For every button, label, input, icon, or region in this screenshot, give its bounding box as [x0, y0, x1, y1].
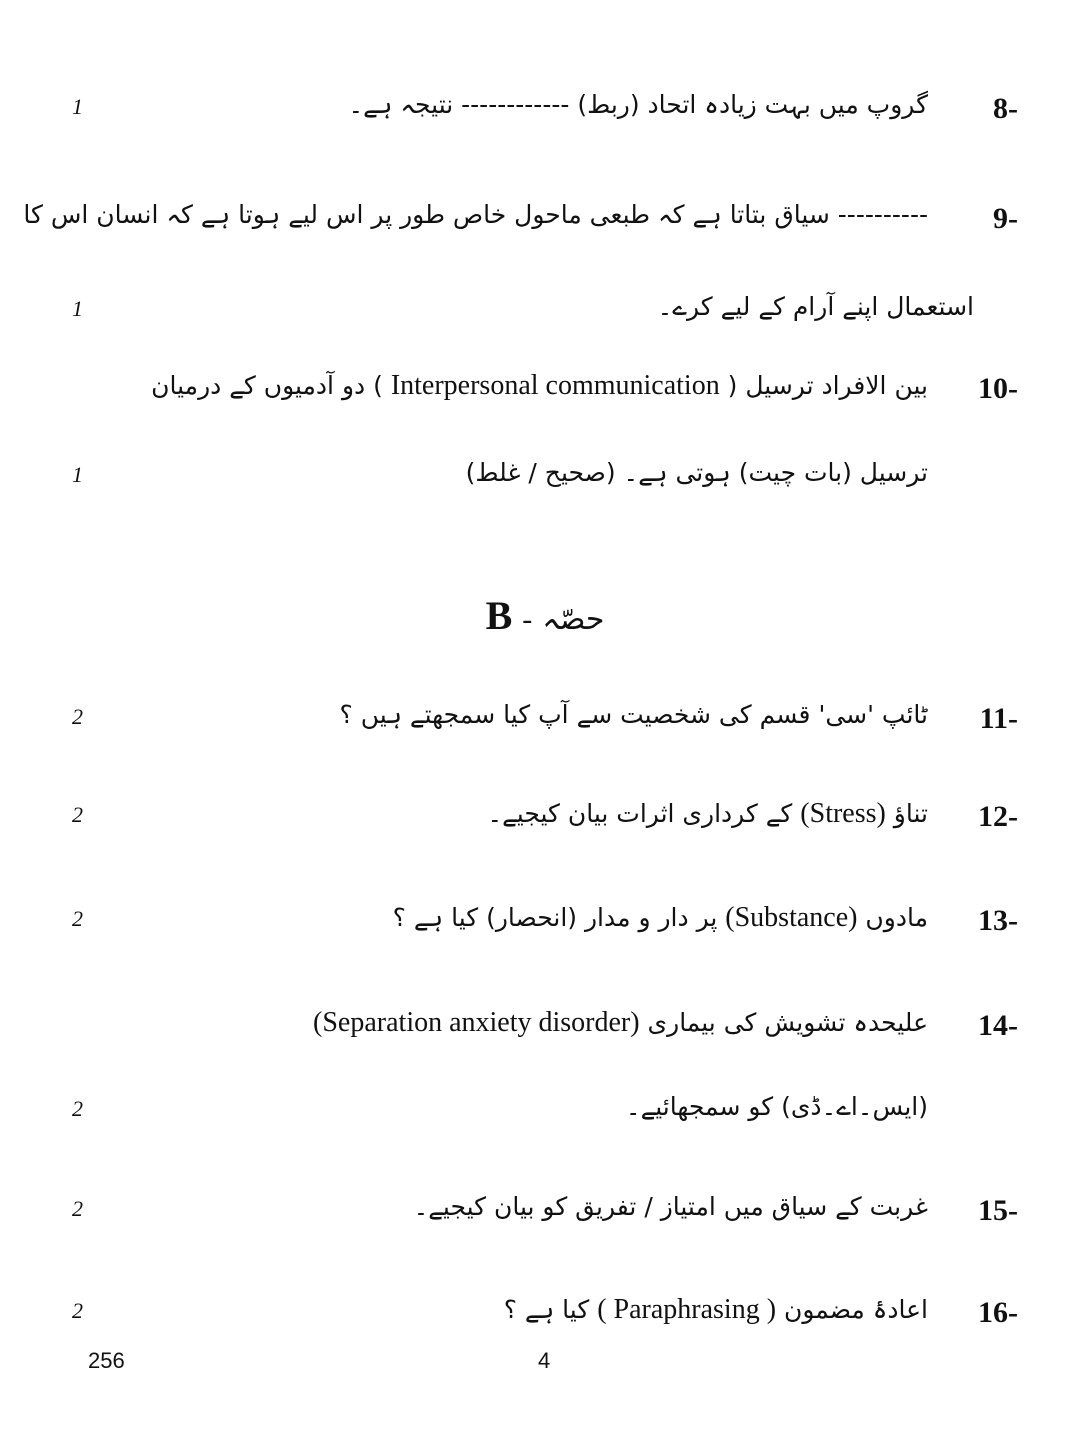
urdu-text: پر دار و مدار (انحصار) کیا ہے ؟: [392, 903, 718, 932]
urdu-text: تناؤ: [893, 799, 928, 828]
question-9-continued: [0, 280, 1090, 340]
english-term: (Separation anxiety disorder): [313, 1007, 640, 1038]
marks: 2: [72, 1096, 83, 1121]
question-text: [488, 798, 929, 830]
page-number: 4: [538, 1348, 551, 1373]
section-letter: B: [485, 593, 513, 638]
question-10-continued: [0, 446, 1090, 506]
marks: 2: [72, 906, 83, 931]
question-number: 13-: [978, 904, 1018, 937]
question-text: غربت کے سیاق میں امتیاز / تفریق کو بیان کیجیے۔: [413, 1192, 928, 1221]
section-separator: -: [522, 603, 533, 636]
question-number: 9-: [993, 202, 1018, 235]
urdu-text: علیحدہ تشویش کی بیماری: [647, 1008, 928, 1037]
question-9: [0, 188, 1090, 248]
question-text: ٹائپ 'سی' قسم کی شخصیت سے آپ کیا سمجھتے ہیں ؟: [339, 700, 928, 729]
english-term: Interpersonal communication: [390, 370, 720, 401]
question-text: ترسیل (بات چیت) ہوتی ہے۔ (صحیح / غلط): [465, 458, 928, 487]
question-12: [0, 786, 1090, 846]
question-15: [0, 1180, 1090, 1240]
marks: 1: [72, 94, 83, 119]
question-number: 10-: [978, 372, 1018, 405]
question-14-continued: [0, 1080, 1090, 1140]
question-11: [0, 688, 1090, 748]
section-word: حصّہ: [542, 602, 605, 637]
question-text: [313, 1007, 928, 1039]
question-text: ---------- سیاق بتاتا ہے کہ طبعی ماحول خاص طور پر اس لیے ہوتا ہے کہ انسان اس کا: [23, 200, 928, 229]
section-heading: [0, 592, 1090, 639]
question-number: 12-: [978, 800, 1018, 833]
english-term: ( Paraphrasing ): [597, 1294, 777, 1325]
question-text: [504, 1294, 928, 1326]
urdu-text: کے کرداری اثرات بیان کیجیے۔: [487, 799, 793, 828]
urdu-text: کیا ہے ؟: [503, 1295, 590, 1324]
marks: 2: [72, 1196, 83, 1221]
marks: 2: [72, 704, 83, 729]
urdu-text: بین الافراد ترسیل (: [727, 371, 928, 400]
english-term: (Stress): [800, 798, 886, 829]
question-14: [0, 995, 1090, 1055]
question-10: [0, 358, 1090, 418]
question-number: 15-: [978, 1194, 1018, 1227]
english-term: (Substance): [725, 902, 858, 933]
question-text: [151, 370, 928, 402]
question-16: [0, 1282, 1090, 1342]
question-number: 11-: [979, 702, 1018, 735]
paper-code: 256: [88, 1348, 125, 1373]
question-text: گروپ میں بہت زیادہ اتحاد (ربط) ------------ نتیجہ ہے۔: [348, 90, 928, 119]
marks: 1: [72, 462, 83, 487]
question-13: [0, 890, 1090, 950]
question-number: 14-: [978, 1009, 1018, 1042]
marks: 1: [72, 296, 83, 321]
marks: 2: [72, 1298, 83, 1323]
question-number: 16-: [978, 1296, 1018, 1329]
urdu-text: ) دو آدمیوں کے درمیان: [151, 371, 383, 400]
marks: 2: [72, 802, 83, 827]
urdu-text: اعادۂ مضمون: [783, 1295, 928, 1324]
question-text: [393, 902, 928, 934]
urdu-text: مادوں: [865, 903, 928, 932]
question-text: (ایس۔اے۔ڈی) کو سمجھائیے۔: [625, 1092, 928, 1121]
question-number: 8-: [993, 92, 1018, 125]
question-8: [0, 78, 1090, 138]
question-text: استعمال اپنے آرام کے لیے کرے۔: [657, 292, 974, 321]
